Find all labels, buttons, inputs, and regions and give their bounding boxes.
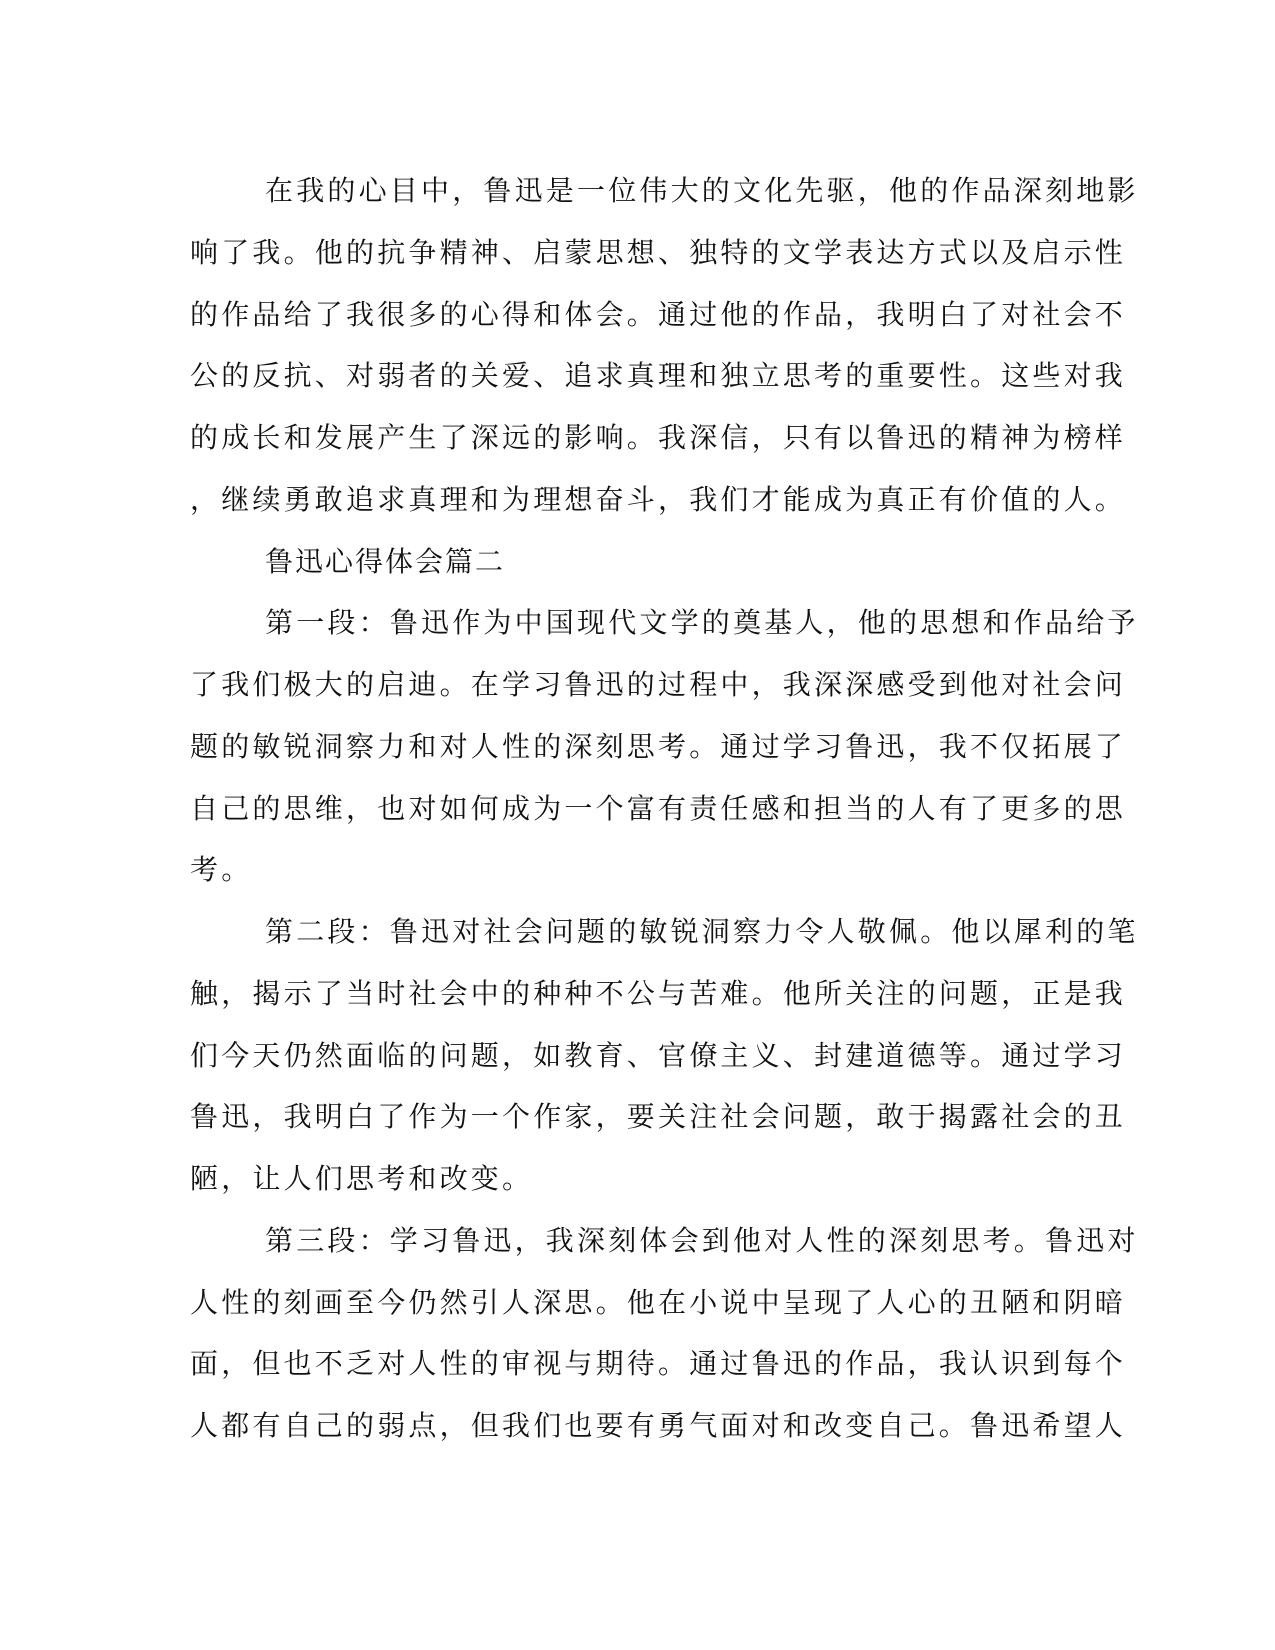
paragraph-line: 第三段：学习鲁迅，我深刻体会到他对人性的深刻思考。鲁迅对: [265, 1223, 1139, 1257]
paragraph-line: 在我的心目中，鲁迅是一位伟大的文化先驱，他的作品深刻地影: [265, 174, 1139, 207]
paragraph-line: 响了我。他的抗争精神、启蒙思想、独特的文学表达方式以及启示性: [190, 235, 1127, 269]
paragraph-line: 的成长和发展产生了深远的影响。我深信，只有以鲁迅的精神为榜样: [190, 421, 1127, 454]
section-heading: 鲁迅心得体会篇二: [265, 544, 506, 578]
paragraph-line: 们今天仍然面临的问题，如教育、官僚主义、封建道德等。通过学习: [190, 1038, 1127, 1072]
paragraph-line: 公的反抗、对弱者的关爱、追求真理和独立思考的重要性。这些对我: [190, 359, 1127, 393]
paragraph-line: 面，但也不乏对人性的审视与期待。通过鲁迅的作品，我认识到每个: [190, 1347, 1127, 1381]
paragraph-line: 触，揭示了当时社会中的种种不公与苦难。他所关注的问题，正是我: [190, 976, 1127, 1010]
paragraph-line: 自己的思维，也对如何成为一个富有责任感和担当的人有了更多的思: [190, 791, 1127, 825]
paragraph-line: 人性的刻画至今仍然引人深思。他在小说中呈现了人心的丑陋和阴暗: [190, 1285, 1127, 1319]
document-body: [190, 160, 1139, 1457]
paragraph-line: 人都有自己的弱点，但我们也要有勇气面对和改变自己。鲁迅希望人: [190, 1409, 1127, 1442]
paragraph-line: 陋，让人们思考和改变。: [190, 1162, 534, 1195]
paragraph-line: 了我们极大的启迪。在学习鲁迅的过程中，我深深感受到他对社会问: [190, 668, 1127, 701]
paragraph-line: 第一段：鲁迅作为中国现代文学的奠基人，他的思想和作品给予: [265, 606, 1139, 640]
paragraph-line: 第二段：鲁迅对社会问题的敏锐洞察力令人敬佩。他以犀利的笔: [265, 915, 1139, 948]
paragraph-line: ，继续勇敢追求真理和为理想奋斗，我们才能成为真正有价值的人。: [190, 482, 1127, 516]
paragraph-line: 考。: [190, 853, 253, 887]
paragraph-line: 题的敏锐洞察力和对人性的深刻思考。通过学习鲁迅，我不仅拓展了: [190, 729, 1127, 763]
paragraph-line: 的作品给了我很多的心得和体会。通过他的作品，我明白了对社会不: [190, 297, 1127, 331]
paragraph-line: 鲁迅，我明白了作为一个作家，要关注社会问题，敢于揭露社会的丑: [190, 1100, 1127, 1134]
